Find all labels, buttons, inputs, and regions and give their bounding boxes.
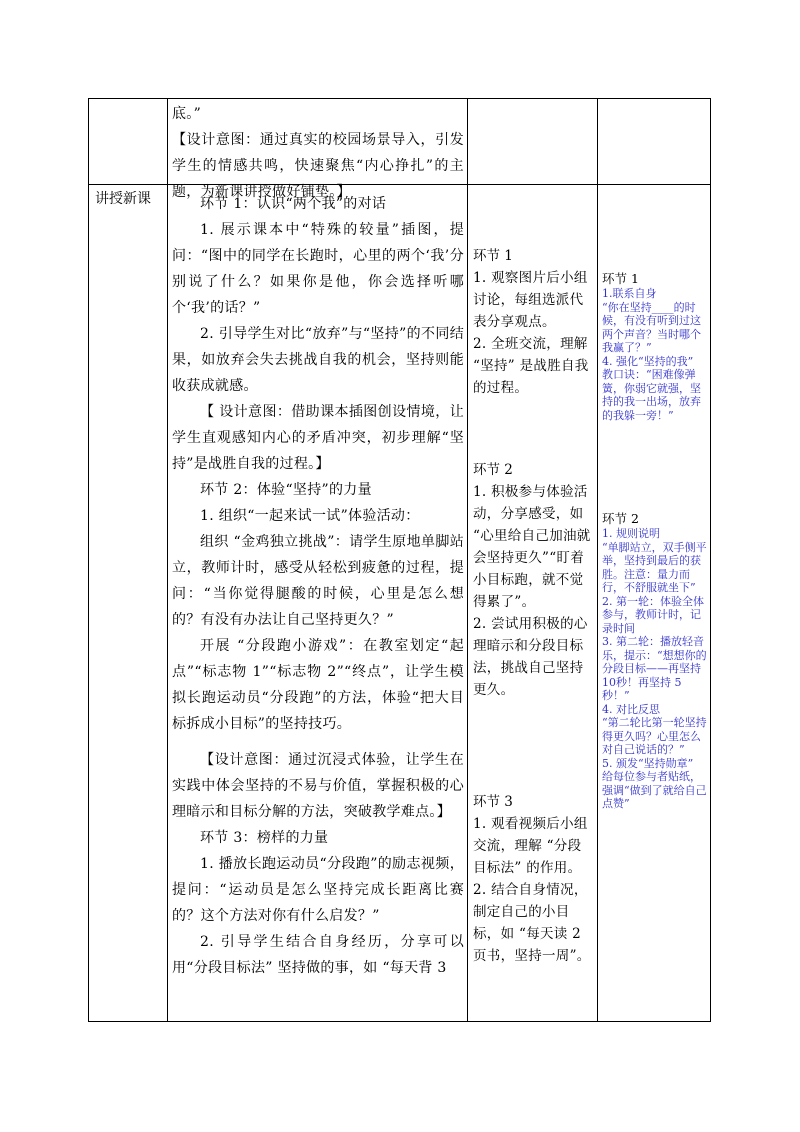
step-3-heading: 环节 3：榜样的力量 (200, 830, 329, 846)
step-2-item-1: 1. 组织“一起来试一试”体验活动： (200, 508, 420, 524)
student-step-2-item: 2. 尝试用积极的心理暗示和分段目标法，挑战自己坚持更久。 (473, 616, 588, 698)
step-1-design-intent: 【 设计意图：借助课本插图创设情境，让学生直观感知内心的矛盾冲突，初步理解“坚持”是战胜自我的过程。】 (172, 404, 464, 472)
column-divider (597, 99, 598, 1021)
step-3-item-1: 1. 播放长跑运动员“分段跑”的励志视频，提问：“运动员是怎么坚持完成长距离比赛的？这个方法对你有什么启发？” (172, 856, 464, 924)
student-step-3-item: 2. 结合自身情况，制定自己的小目标，如 “每天读 2 页书，坚持一周”。 (473, 882, 591, 964)
teaching-notes-2 (602, 511, 708, 811)
step-2-activity-b: 开展 “分段跑小游戏”：在教室划定“起点”“标志物 1”“标志物 2”“终点”，让学生模拟长跑运动员“分段跑”的方法，体验“把大目标拆成小目标”的坚持技巧。 (172, 638, 464, 732)
student-step-1-title: 环节 1 (473, 248, 513, 264)
student-activity-3 (473, 791, 593, 967)
student-step-2-item: 1. 积极参与体验活动，分享感受，如 “心里给自己加油就会坚持更久”“盯着小目标跑，就不觉得累了”。 (473, 484, 591, 610)
step-1-heading: 环节 1：认识“两个我”的对话 (200, 196, 387, 212)
intro-cell (172, 101, 464, 205)
step-1-item-1: 1. 展示课本中“特殊的较量”插图，提问：“图中的同学在长跑时，心里的两个‘我’分别说了什么？如果你是他，你会选择听哪个‘我’的话？” (172, 222, 464, 316)
note-step-2-item: 给每位参与者贴纸，强调“做到了就给自己点赞” (602, 770, 707, 810)
note-step-1-item: “你在坚持____的时候，有没有听到过这两个声音？当时哪个我赢了？” (602, 300, 701, 354)
lesson-plan-table (88, 98, 711, 1022)
teaching-notes-1 (602, 271, 708, 422)
student-step-3-item: 1. 观看视频后小组交流，理解 “分段目标法” 的作用。 (473, 816, 588, 876)
intro-design-intent: 【设计意图：通过真实的校园场景导入，引发学生的情感共鸣，快速聚焦“内心挣扎”的主题，为新课讲授做好铺垫。】 (172, 132, 464, 200)
column-divider (167, 99, 168, 1021)
note-step-2-item: 4. 对比反思 (602, 702, 660, 716)
note-step-2-item: 3. 第二轮：播放轻音乐，提示：“想想你的分段目标——再坚持10秒！再坚持 5秒！” (602, 635, 707, 702)
column-divider (467, 99, 468, 1021)
student-activity-1 (473, 245, 593, 399)
teaching-content (172, 191, 464, 1021)
student-step-1-item: 1. 观察图片后小组讨论，每组选派代表分享观点。 (473, 270, 588, 330)
student-step-3-title: 环节 3 (473, 794, 513, 810)
step-2-heading: 环节 2：体验“坚持”的力量 (200, 482, 372, 498)
step-2-activity-a: 组织 “金鸡独立挑战”：请学生原地单脚站立，教师计时，感受从轻松到疲惫的过程，提问：“当你觉得腿酸的时候，心里是怎么想的？有没有办法让自己坚持更久？” (172, 534, 464, 628)
note-step-2-item: 2. 第一轮：体验全体参与，教师计时，记录时间 (602, 594, 704, 635)
note-step-1-item: 教口诀：“困难像弹簧，你弱它就强，坚持的我一出场，放弃的我躲一旁！” (602, 368, 701, 422)
note-step-2-item: 5. 颁发“坚持勋章” (602, 756, 694, 770)
step-1-item-2: 2. 引导学生对比“放弃”与“坚持”的不同结果，如放弃会失去挑战自我的机会，坚持则能收获成就感。 (172, 326, 464, 394)
note-step-2-item: “第二轮比第一轮坚持得更久吗？心里怎么对自己说话的？” (602, 716, 707, 756)
note-step-1-item: 4. 强化“坚持的我” (602, 354, 694, 368)
note-step-1-item: 1.联系自身 (602, 287, 657, 300)
note-step-2-title: 环节 2 (602, 511, 639, 526)
step-3-item-2: 2. 引导学生结合自身经历，分享可以用“分段目标法” 坚持做的事，如 “每天背 3 (172, 934, 464, 976)
step-2-design-intent: 【设计意图：通过沉浸式体验，让学生在实践中体会坚持的不易与价值，掌握积极的心理暗示和目标分解的方法，突破教学难点。】 (172, 752, 464, 820)
student-activity-2 (473, 459, 593, 701)
note-step-2-item: “单脚站立，双手侧平举，坚持到最后的获胜。注意：量力而行，不舒服就坐下” (602, 540, 707, 594)
student-step-1-item: 2. 全班交流，理解 “坚持” 是战胜自我的过程。 (473, 336, 589, 396)
intro-line: 底。” (172, 106, 202, 122)
note-step-2-item: 1. 规则说明 (602, 527, 660, 540)
note-step-1-title: 环节 1 (602, 271, 639, 286)
section-label: 讲授新课 (95, 191, 151, 207)
student-step-2-title: 环节 2 (473, 462, 513, 478)
